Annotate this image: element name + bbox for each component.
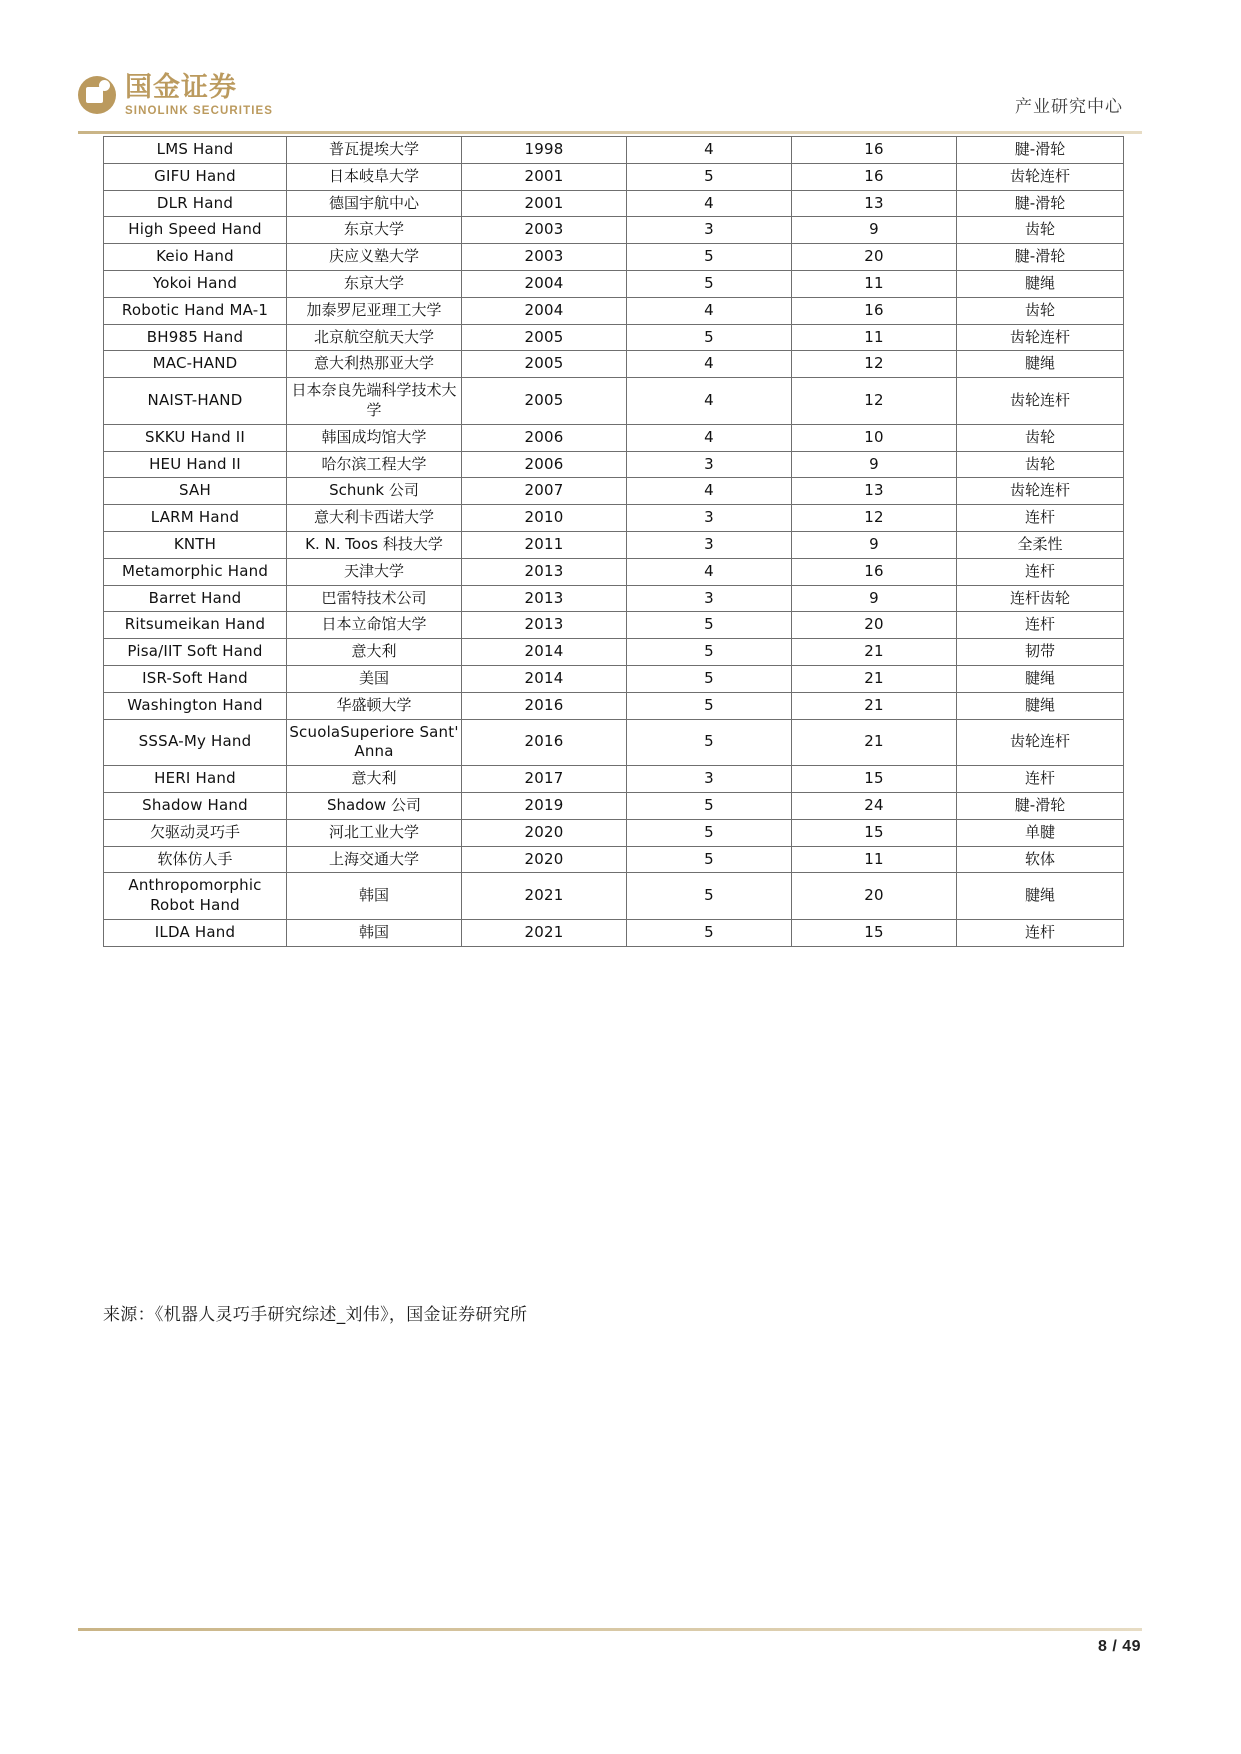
logo-chinese-name: 国金证券 bbox=[125, 72, 237, 103]
cell-fingers: 5 bbox=[627, 163, 792, 190]
logo-text-block bbox=[125, 74, 273, 117]
table-row bbox=[104, 351, 1124, 378]
cell-dof: 21 bbox=[792, 639, 957, 666]
cell-drive: 连杆 bbox=[957, 919, 1124, 946]
cell-year: 1998 bbox=[462, 137, 627, 164]
cell-dof: 16 bbox=[792, 558, 957, 585]
cell-drive: 齿轮 bbox=[957, 451, 1124, 478]
cell-org: 美国 bbox=[287, 665, 462, 692]
cell-year: 2021 bbox=[462, 873, 627, 920]
cell-dof: 9 bbox=[792, 217, 957, 244]
cell-drive: 连杆 bbox=[957, 612, 1124, 639]
cell-dof: 20 bbox=[792, 612, 957, 639]
cell-drive: 腱绳 bbox=[957, 351, 1124, 378]
table-row bbox=[104, 297, 1124, 324]
cell-dof: 16 bbox=[792, 163, 957, 190]
cell-org: 加泰罗尼亚理工大学 bbox=[287, 297, 462, 324]
cell-year: 2006 bbox=[462, 424, 627, 451]
table-row bbox=[104, 137, 1124, 164]
cell-fingers: 3 bbox=[627, 585, 792, 612]
table-row bbox=[104, 190, 1124, 217]
cell-year: 2003 bbox=[462, 244, 627, 271]
cell-org: 韩国成均馆大学 bbox=[287, 424, 462, 451]
cell-fingers: 5 bbox=[627, 792, 792, 819]
cell-dof: 15 bbox=[792, 766, 957, 793]
cell-drive: 腱绳 bbox=[957, 665, 1124, 692]
cell-dof: 15 bbox=[792, 819, 957, 846]
cell-year: 2010 bbox=[462, 505, 627, 532]
cell-org: 北京航空航天大学 bbox=[287, 324, 462, 351]
cell-year: 2016 bbox=[462, 692, 627, 719]
cell-name: ILDA Hand bbox=[104, 919, 287, 946]
table-row bbox=[104, 558, 1124, 585]
table-row bbox=[104, 244, 1124, 271]
page-header bbox=[0, 70, 1241, 132]
table-row bbox=[104, 478, 1124, 505]
cell-name: LMS Hand bbox=[104, 137, 287, 164]
cell-fingers: 5 bbox=[627, 919, 792, 946]
cell-org: 意大利 bbox=[287, 639, 462, 666]
cell-org: 韩国 bbox=[287, 873, 462, 920]
cell-fingers: 5 bbox=[627, 665, 792, 692]
cell-name: SKKU Hand II bbox=[104, 424, 287, 451]
cell-dof: 16 bbox=[792, 137, 957, 164]
sinolink-logo-icon bbox=[78, 76, 116, 114]
cell-name: SAH bbox=[104, 478, 287, 505]
cell-name: LARM Hand bbox=[104, 505, 287, 532]
cell-year: 2001 bbox=[462, 163, 627, 190]
cell-year: 2013 bbox=[462, 585, 627, 612]
cell-dof: 9 bbox=[792, 531, 957, 558]
table-row bbox=[104, 873, 1124, 920]
cell-name: HEU Hand II bbox=[104, 451, 287, 478]
table-row bbox=[104, 846, 1124, 873]
cell-year: 2007 bbox=[462, 478, 627, 505]
cell-drive: 齿轮连杆 bbox=[957, 163, 1124, 190]
cell-drive: 齿轮连杆 bbox=[957, 324, 1124, 351]
cell-fingers: 5 bbox=[627, 612, 792, 639]
cell-org: 天津大学 bbox=[287, 558, 462, 585]
cell-fingers: 3 bbox=[627, 766, 792, 793]
cell-drive: 腱绳 bbox=[957, 873, 1124, 920]
cell-year: 2005 bbox=[462, 378, 627, 425]
table-row bbox=[104, 163, 1124, 190]
cell-fingers: 5 bbox=[627, 846, 792, 873]
cell-fingers: 3 bbox=[627, 451, 792, 478]
cell-name: GIFU Hand bbox=[104, 163, 287, 190]
cell-name: BH985 Hand bbox=[104, 324, 287, 351]
table-row bbox=[104, 792, 1124, 819]
cell-name: Anthropomorphic Robot Hand bbox=[104, 873, 287, 920]
cell-name: HERI Hand bbox=[104, 766, 287, 793]
cell-fingers: 3 bbox=[627, 505, 792, 532]
cell-dof: 10 bbox=[792, 424, 957, 451]
cell-dof: 12 bbox=[792, 351, 957, 378]
cell-fingers: 4 bbox=[627, 558, 792, 585]
cell-org: 日本奈良先端科学技术大学 bbox=[287, 378, 462, 425]
cell-name: Robotic Hand MA-1 bbox=[104, 297, 287, 324]
table-row bbox=[104, 217, 1124, 244]
page-number: 8 / 49 bbox=[1097, 1638, 1141, 1655]
cell-org: Shadow 公司 bbox=[287, 792, 462, 819]
cell-name: KNTH bbox=[104, 531, 287, 558]
table-body bbox=[104, 137, 1124, 947]
cell-drive: 连杆齿轮 bbox=[957, 585, 1124, 612]
cell-dof: 15 bbox=[792, 919, 957, 946]
cell-year: 2004 bbox=[462, 297, 627, 324]
cell-fingers: 4 bbox=[627, 478, 792, 505]
cell-dof: 24 bbox=[792, 792, 957, 819]
cell-fingers: 4 bbox=[627, 424, 792, 451]
cell-year: 2019 bbox=[462, 792, 627, 819]
cell-year: 2014 bbox=[462, 639, 627, 666]
table-row bbox=[104, 424, 1124, 451]
cell-year: 2001 bbox=[462, 190, 627, 217]
cell-org: 哈尔滨工程大学 bbox=[287, 451, 462, 478]
cell-dof: 11 bbox=[792, 324, 957, 351]
cell-dof: 12 bbox=[792, 505, 957, 532]
cell-fingers: 5 bbox=[627, 244, 792, 271]
cell-fingers: 4 bbox=[627, 297, 792, 324]
cell-org: 东京大学 bbox=[287, 270, 462, 297]
cell-fingers: 4 bbox=[627, 351, 792, 378]
cell-org: 意大利 bbox=[287, 766, 462, 793]
table-row bbox=[104, 585, 1124, 612]
logo-english-name: SINOLINK SECURITIES bbox=[125, 105, 274, 118]
cell-org: 德国宇航中心 bbox=[287, 190, 462, 217]
cell-drive: 腱绳 bbox=[957, 270, 1124, 297]
cell-drive: 软体 bbox=[957, 846, 1124, 873]
cell-name: Shadow Hand bbox=[104, 792, 287, 819]
cell-drive: 齿轮连杆 bbox=[957, 719, 1124, 766]
cell-drive: 腱-滑轮 bbox=[957, 792, 1124, 819]
cell-org: ScuolaSuperiore Sant' Anna bbox=[287, 719, 462, 766]
cell-fingers: 3 bbox=[627, 217, 792, 244]
cell-name: Ritsumeikan Hand bbox=[104, 612, 287, 639]
footer-divider bbox=[78, 1628, 1142, 1631]
cell-org: K. N. Toos 科技大学 bbox=[287, 531, 462, 558]
table-row bbox=[104, 665, 1124, 692]
cell-name: Barret Hand bbox=[104, 585, 287, 612]
cell-org: 意大利热那亚大学 bbox=[287, 351, 462, 378]
cell-name: Yokoi Hand bbox=[104, 270, 287, 297]
table-row bbox=[104, 819, 1124, 846]
cell-year: 2017 bbox=[462, 766, 627, 793]
table-row bbox=[104, 531, 1124, 558]
cell-name: DLR Hand bbox=[104, 190, 287, 217]
cell-fingers: 3 bbox=[627, 531, 792, 558]
cell-org: 巴雷特技术公司 bbox=[287, 585, 462, 612]
table-row bbox=[104, 324, 1124, 351]
cell-drive: 单腱 bbox=[957, 819, 1124, 846]
cell-dof: 11 bbox=[792, 846, 957, 873]
cell-drive: 腱-滑轮 bbox=[957, 190, 1124, 217]
cell-year: 2016 bbox=[462, 719, 627, 766]
cell-drive: 齿轮 bbox=[957, 424, 1124, 451]
cell-org: 日本立命馆大学 bbox=[287, 612, 462, 639]
table-row bbox=[104, 692, 1124, 719]
cell-fingers: 5 bbox=[627, 639, 792, 666]
cell-name: MAC-HAND bbox=[104, 351, 287, 378]
cell-org: 上海交通大学 bbox=[287, 846, 462, 873]
cell-org: 东京大学 bbox=[287, 217, 462, 244]
cell-fingers: 5 bbox=[627, 270, 792, 297]
source-note: 来源：《机器人灵巧手研究综述_刘伟》，国金证券研究所 bbox=[103, 1305, 528, 1325]
cell-org: 韩国 bbox=[287, 919, 462, 946]
cell-drive: 齿轮 bbox=[957, 217, 1124, 244]
cell-year: 2005 bbox=[462, 324, 627, 351]
dexterous-hand-table-container bbox=[103, 136, 1070, 947]
cell-year: 2013 bbox=[462, 558, 627, 585]
cell-year: 2013 bbox=[462, 612, 627, 639]
table-row bbox=[104, 378, 1124, 425]
cell-fingers: 5 bbox=[627, 819, 792, 846]
cell-org: 普瓦提埃大学 bbox=[287, 137, 462, 164]
cell-name: Pisa/IIT Soft Hand bbox=[104, 639, 287, 666]
table-row bbox=[104, 919, 1124, 946]
table-row bbox=[104, 270, 1124, 297]
cell-dof: 11 bbox=[792, 270, 957, 297]
dexterous-hand-table bbox=[103, 136, 1124, 947]
cell-fingers: 4 bbox=[627, 137, 792, 164]
cell-drive: 韧带 bbox=[957, 639, 1124, 666]
cell-fingers: 5 bbox=[627, 324, 792, 351]
cell-fingers: 5 bbox=[627, 692, 792, 719]
cell-fingers: 5 bbox=[627, 873, 792, 920]
cell-drive: 腱绳 bbox=[957, 692, 1124, 719]
cell-org: 华盛顿大学 bbox=[287, 692, 462, 719]
cell-year: 2021 bbox=[462, 919, 627, 946]
cell-year: 2004 bbox=[462, 270, 627, 297]
table-row bbox=[104, 505, 1124, 532]
cell-drive: 腱-滑轮 bbox=[957, 137, 1124, 164]
cell-dof: 21 bbox=[792, 665, 957, 692]
cell-year: 2011 bbox=[462, 531, 627, 558]
cell-name: High Speed Hand bbox=[104, 217, 287, 244]
cell-dof: 12 bbox=[792, 378, 957, 425]
cell-dof: 13 bbox=[792, 190, 957, 217]
cell-dof: 20 bbox=[792, 873, 957, 920]
cell-year: 2005 bbox=[462, 351, 627, 378]
table-row bbox=[104, 639, 1124, 666]
cell-dof: 13 bbox=[792, 478, 957, 505]
cell-org: 意大利卡西诺大学 bbox=[287, 505, 462, 532]
cell-drive: 齿轮连杆 bbox=[957, 478, 1124, 505]
cell-org: Schunk 公司 bbox=[287, 478, 462, 505]
cell-dof: 9 bbox=[792, 451, 957, 478]
cell-drive: 腱-滑轮 bbox=[957, 244, 1124, 271]
header-divider bbox=[78, 131, 1142, 134]
cell-org: 河北工业大学 bbox=[287, 819, 462, 846]
cell-dof: 20 bbox=[792, 244, 957, 271]
cell-name: ISR-Soft Hand bbox=[104, 665, 287, 692]
cell-name: Washington Hand bbox=[104, 692, 287, 719]
cell-drive: 全柔性 bbox=[957, 531, 1124, 558]
header-department-label: 产业研究中心 bbox=[1015, 97, 1123, 117]
cell-name: NAIST-HAND bbox=[104, 378, 287, 425]
cell-year: 2003 bbox=[462, 217, 627, 244]
cell-drive: 连杆 bbox=[957, 766, 1124, 793]
cell-name: Keio Hand bbox=[104, 244, 287, 271]
cell-org: 日本岐阜大学 bbox=[287, 163, 462, 190]
cell-fingers: 5 bbox=[627, 719, 792, 766]
company-logo bbox=[78, 74, 273, 117]
table-row bbox=[104, 766, 1124, 793]
table-row bbox=[104, 719, 1124, 766]
cell-name: SSSA-My Hand bbox=[104, 719, 287, 766]
cell-dof: 21 bbox=[792, 719, 957, 766]
cell-drive: 齿轮 bbox=[957, 297, 1124, 324]
table-row bbox=[104, 451, 1124, 478]
cell-year: 2006 bbox=[462, 451, 627, 478]
cell-fingers: 4 bbox=[627, 378, 792, 425]
cell-dof: 16 bbox=[792, 297, 957, 324]
cell-year: 2014 bbox=[462, 665, 627, 692]
cell-dof: 21 bbox=[792, 692, 957, 719]
cell-name: Metamorphic Hand bbox=[104, 558, 287, 585]
cell-name: 软体仿人手 bbox=[104, 846, 287, 873]
cell-fingers: 4 bbox=[627, 190, 792, 217]
cell-drive: 连杆 bbox=[957, 558, 1124, 585]
cell-drive: 连杆 bbox=[957, 505, 1124, 532]
cell-drive: 齿轮连杆 bbox=[957, 378, 1124, 425]
cell-year: 2020 bbox=[462, 846, 627, 873]
cell-dof: 9 bbox=[792, 585, 957, 612]
cell-name: 欠驱动灵巧手 bbox=[104, 819, 287, 846]
cell-org: 庆应义塾大学 bbox=[287, 244, 462, 271]
table-row bbox=[104, 612, 1124, 639]
cell-year: 2020 bbox=[462, 819, 627, 846]
